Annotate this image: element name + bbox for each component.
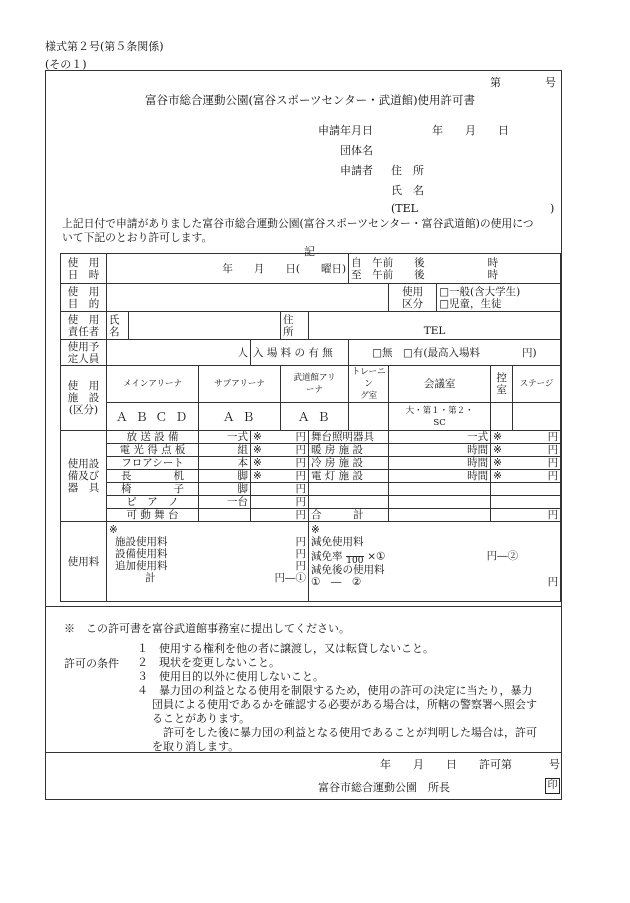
equipment-mark-2: ※ (493, 457, 502, 469)
usage-category-options (437, 284, 561, 312)
am-label-2: 午前 (372, 268, 394, 281)
usage-purpose-label: 使 用 目 的 (61, 284, 107, 312)
permit-number: 第 号 (490, 76, 556, 89)
category-student-checkbox[interactable]: □児童，生徒 (439, 297, 502, 310)
after-discount-formula: ① ― ② (311, 576, 362, 588)
equipment-unit (199, 509, 251, 522)
facility-fee-yen: 円 (295, 536, 306, 548)
am-label: 午前 (372, 256, 394, 269)
main-arena-options[interactable]: Ａ Ｂ Ｃ Ｄ (107, 403, 199, 431)
equipment-name: ピ ア ノ (107, 496, 199, 509)
form-number: 様式第２号(第５条関係) (45, 40, 164, 53)
equipment-name: 椅 子 (107, 483, 199, 496)
equipment-amount-2 (491, 470, 561, 483)
facility-fee-label: 施設使用料 (115, 536, 168, 548)
equipment-name-2: 舞台照明器具 (309, 431, 389, 444)
people-unit: 人 (107, 340, 251, 366)
equipment-yen: 円 (295, 483, 306, 495)
from-label: 自 (351, 256, 362, 269)
equipment-amount (251, 509, 309, 522)
applicant-label: 申請者 (340, 164, 373, 177)
category-general-checkbox[interactable]: □一般(含大学生) (439, 285, 521, 298)
equipment-unit-2: 一式 (389, 431, 491, 444)
manager-name-value (129, 312, 281, 340)
manager-label: 使 用 責任者 (61, 312, 107, 340)
usage-purpose-value (107, 284, 389, 312)
ki-label: 記 (304, 245, 315, 258)
equipment-yen-2: 円 (547, 444, 559, 456)
admission-none-checkbox[interactable]: □無 (372, 346, 393, 359)
applicant-name-label: 氏 名 (391, 184, 424, 197)
additional-fee-yen: 円 (295, 560, 306, 572)
equipment-amount (251, 496, 309, 509)
equipment-amount (251, 457, 309, 470)
condition-1: １ 使用する権利を他の者に譲渡し，又は転貸しないこと。 (137, 642, 434, 655)
equipment-amount (251, 470, 309, 483)
equipment-unit: 脚 (199, 470, 251, 483)
usage-category-label: 使用 区分 (389, 284, 437, 312)
admission-label: 入 場 料 の 有 無 (251, 340, 349, 366)
group-name-label: 団体名 (340, 144, 373, 157)
permit-date: 年 月 日 許可第 (380, 758, 512, 771)
applicant-tel: (TEL ) (391, 202, 555, 215)
after-discount-yen: 円 (547, 576, 559, 588)
equipment-mark-2: ※ (493, 431, 502, 443)
condition-4-cont-3: 許可をした後に暴力団の利益となる使用であることが判明した場合は，許可 (152, 726, 537, 739)
equipment-name-2: 冷 房 施 設 (309, 457, 389, 470)
condition-4-cont-2: ることがあります。 (152, 712, 251, 725)
meeting-options[interactable]: 大・第１・第２・ SC (389, 403, 491, 431)
discount-multiplier: ×① (367, 550, 386, 563)
training-header: トレーニン グ室 (349, 366, 389, 403)
equipment-name: フロアシート (107, 457, 199, 470)
intro-text: 上記日付で申請がありました富谷市総合運動公園(富谷スポーツセンター・富谷武道館)の使用につ (62, 217, 534, 230)
condition-3: ３ 使用目的以外に使用しないこと。 (137, 670, 324, 683)
form-title: 富谷市総合運動公園(富谷スポーツセンター・武道館)使用許可書 (145, 93, 476, 107)
equipment-unit-2 (389, 483, 491, 496)
equipment-total-yen: 円 (547, 509, 559, 521)
equipment-yen: 円 (295, 509, 306, 521)
equipment-unit-2: 時間 (389, 457, 491, 470)
manager-address-label: 住 所 (281, 312, 309, 340)
equipment-yen-2: 円 (547, 457, 559, 469)
tatami-options (491, 403, 513, 431)
equipment-unit: 一台 (199, 496, 251, 509)
fee-mark: ※ (109, 524, 118, 536)
equipment-name-2 (309, 483, 389, 496)
main-arena-header: メインアリーナ (107, 366, 199, 403)
applicant-address-label: 住 所 (391, 164, 424, 177)
admission-yes-checkbox[interactable]: □有(最高入場料 (403, 346, 481, 359)
permit-number-suffix: 号 (549, 758, 560, 771)
equipment-amount (251, 444, 309, 457)
seal-stamp: 印 (545, 778, 560, 794)
hour-label: 時 (487, 256, 499, 269)
equipment-yen: 円 (295, 470, 306, 482)
footer-divider (45, 752, 562, 753)
discount-rate-label: 減免率 (311, 550, 343, 563)
equipment-yen: 円 (295, 431, 306, 443)
discount-fee-label: 減免使用料 (311, 536, 364, 548)
fee-total-yen: 円―① (274, 572, 306, 584)
equipment-yen: 円 (295, 457, 306, 469)
equipment-name-2: 電 灯 施 設 (309, 470, 389, 483)
equipment-label: 使用設 備及び 器 具 (61, 431, 107, 522)
facility-label: 使 用 施 設 (区分) (61, 366, 107, 431)
sub-arena-options[interactable]: Ａ Ｂ (199, 403, 281, 431)
equipment-total-unit (389, 509, 491, 522)
equipment-yen: 円 (295, 444, 306, 456)
equipment-name: 長 机 (107, 470, 199, 483)
to-label: 至 (351, 268, 362, 281)
equipment-name-2: 暖 房 施 設 (309, 444, 389, 457)
application-date-fields: 年 月 日 (432, 124, 509, 137)
usage-date-label: 使 用 日 時 (61, 254, 107, 284)
equipment-amount-2 (491, 496, 561, 509)
equipment-unit-2 (389, 496, 491, 509)
issuer-name: 富谷市総合運動公園 所長 (318, 781, 450, 794)
equipment-total-amount (491, 509, 561, 522)
usage-date-fields: 年 月 日( 曜日) (107, 254, 349, 284)
equipment-name: 電 光 得 点 板 (107, 444, 199, 457)
equipment-unit: 組 (199, 444, 251, 457)
sub-arena-header: サブアリーナ (199, 366, 281, 403)
stage-header: ステージ (513, 366, 561, 403)
pm-label-2: 後 (414, 268, 425, 281)
condition-4-cont-4: を取り消します。 (152, 740, 240, 753)
equipment-amount (251, 483, 309, 496)
condition-4-cont: 団員による使用であるかを確認する必要がある場合は，所轄の警察署へ照会す (152, 698, 537, 711)
equipment-unit-2: 時間 (389, 470, 491, 483)
usage-time-cell (349, 254, 561, 284)
equipment-unit: 一式 (199, 431, 251, 444)
equipment-yen-2: 円 (547, 431, 559, 443)
meeting-header: 会議室 (389, 366, 491, 403)
application-date-label: 申請年月日 (318, 124, 373, 137)
stage-options (513, 403, 561, 431)
equipment-name: 放 送 設 備 (107, 431, 199, 444)
admission-options (349, 340, 561, 366)
tatami-header: 控 室 (491, 366, 513, 403)
manager-tel: TEL (309, 312, 561, 340)
people-label: 使用予 定人員 (61, 340, 107, 366)
discount-denominator: 100 (346, 556, 364, 566)
equipment-yen: 円 (295, 496, 306, 508)
admission-yen: 円) (522, 346, 537, 359)
equipment-yen-2: 円 (547, 470, 559, 482)
pm-label: 後 (414, 256, 425, 269)
intro-text-2: いて下記のとおり許可します。 (62, 231, 213, 244)
equipment-amount-2 (491, 444, 561, 457)
part-label: (その１) (45, 58, 87, 71)
after-discount-label: 減免後の使用料 (311, 564, 385, 576)
notice-text: ※ この許可書を富谷武道館事務室に提出してください。 (64, 622, 350, 635)
additional-fee-label: 追加使用料 (115, 560, 168, 572)
equipment-amount-2 (491, 457, 561, 470)
equipment-unit: 脚 (199, 483, 251, 496)
equipment-mark: ※ (253, 444, 262, 456)
fee-label: 使用料 (61, 522, 107, 602)
equipment-total-label: 合 計 (309, 509, 389, 522)
equipment-mark-2: ※ (493, 444, 502, 456)
condition-2: ２ 現状を変更しないこと。 (137, 656, 280, 669)
equipment-amount-2 (491, 431, 561, 444)
permit-table (60, 253, 561, 602)
equipment-mark: ※ (253, 470, 262, 482)
equipment-name: 可 動 舞 台 (107, 509, 199, 522)
equipment-fee-label: 設備使用料 (115, 548, 168, 560)
hour-label-2: 時 (487, 268, 499, 281)
equipment-mark-2: ※ (493, 470, 502, 482)
equipment-mark: ※ (253, 431, 262, 443)
conditions-label: 許可の条件 (64, 657, 119, 670)
condition-4: ４ 暴力団の利益となる使用を制限するため，使用の許可の決定に当たり，暴力 (137, 684, 533, 697)
equipment-fee-yen: 円 (295, 548, 306, 560)
discount-mark: ※ (311, 524, 320, 536)
budokan-options[interactable]: Ａ Ｂ (281, 403, 349, 431)
training-options (349, 403, 389, 431)
fee-cell (107, 522, 309, 602)
discount-result: 円―② (486, 550, 519, 562)
equipment-amount (251, 431, 309, 444)
discount-cell (309, 522, 561, 602)
notice-divider (45, 606, 562, 607)
equipment-mark: ※ (253, 457, 262, 469)
equipment-name-2 (309, 496, 389, 509)
equipment-amount-2 (491, 483, 561, 496)
budokan-header: 武道館アリ ーナ (281, 366, 349, 403)
equipment-unit-2: 時間 (389, 444, 491, 457)
manager-name-label: 氏 名 (107, 312, 129, 340)
fee-total-label: 計 (145, 572, 156, 584)
equipment-unit: 本 (199, 457, 251, 470)
